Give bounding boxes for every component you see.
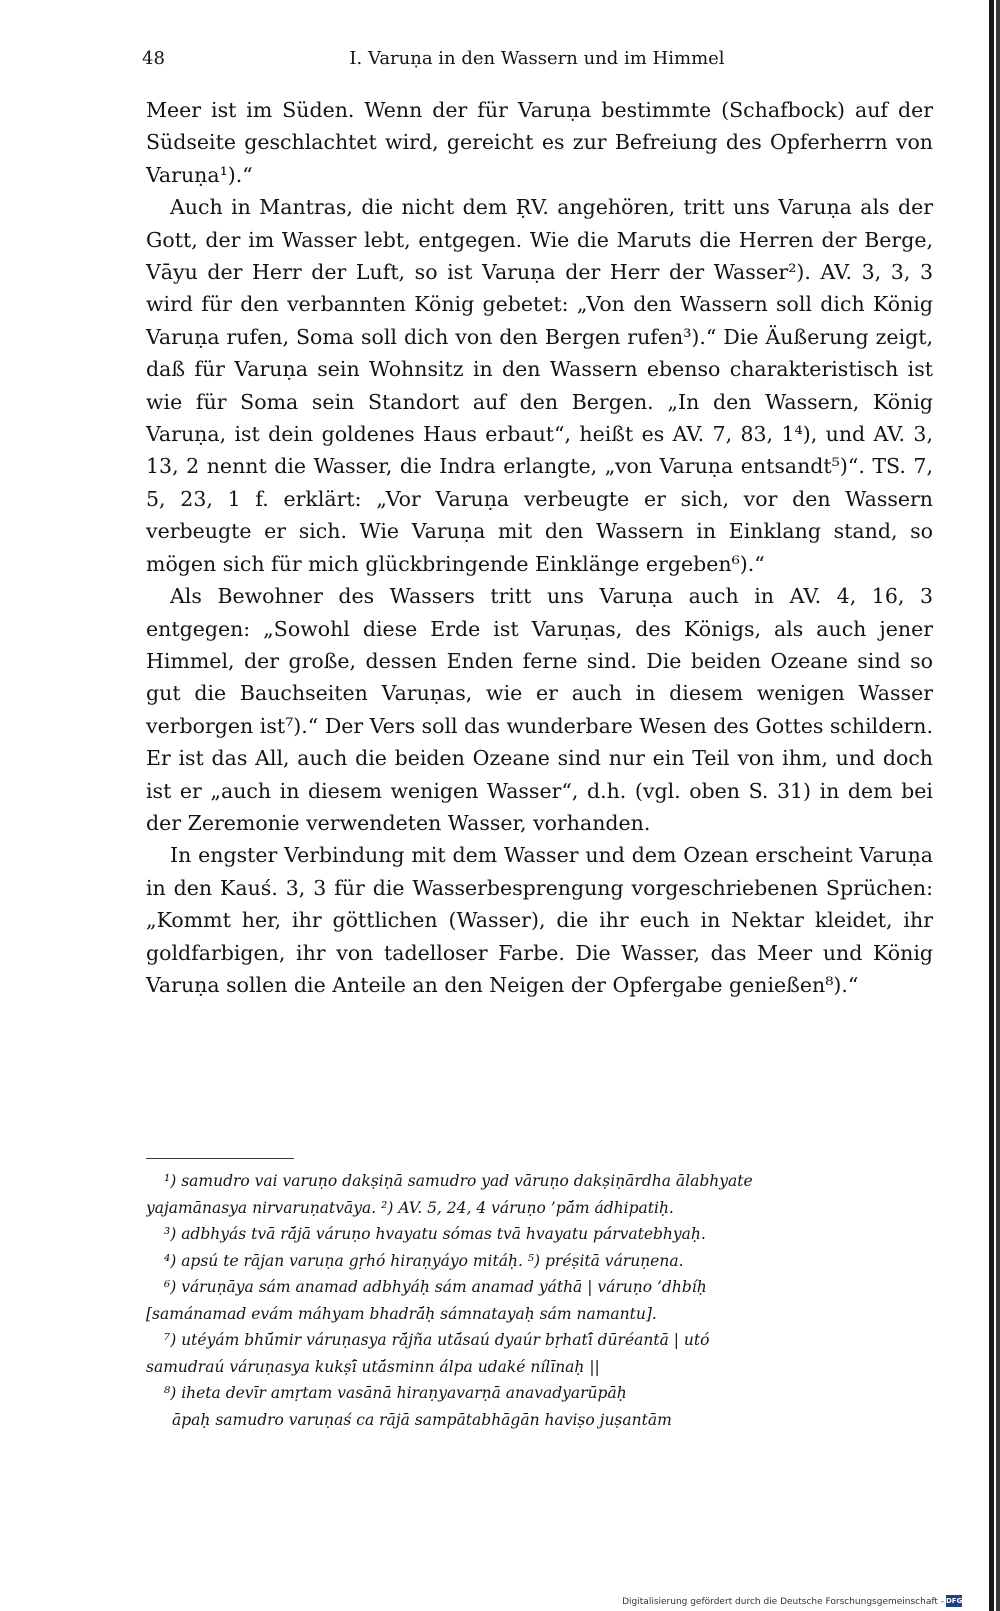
footnote-line: ⁷) utéyám bhū́mir váruṇasya rā́jña utā́saú dyaúr bṛhatī́ dūréantā | utó [164,1331,710,1349]
footnote-line: āpaḥ samudro varuṇaś ca rājā sampātabhāgān haviṣo juṣantām [172,1410,672,1429]
digitization-credit: Digitalisierung gefördert durch die Deutsche Forschungsgemeinschaft - [622,1597,944,1607]
paragraph: Als Bewohner des Wassers tritt uns Varuṇa auch in AV. 4, 16, 3 entgegen: „Sowohl diese Erde ist Varuṇas, des Königs, als auch jener Himmel, der große, dessen Enden ferne sind. Die beiden Ozeane sind so gut die Bauchseiten Varuṇas, wie er auch in diesem wenigen Wasser verborgen ist⁷).“ Der Vers soll das wunderbare Wesen des Gottes schildern. Er ist das All, auch die beiden Ozeane sind nur ein Teil von ihm, und doch ist er „auch in diesem wenigen Wasser“, d.h. (vgl. oben S. 31) in dem bei der Zeremonie verwendeten Wasser, vorhanden. [146,584,933,835]
footnotes [146,1168,933,1433]
running-header [142,48,932,74]
footnote-line: ⁶) váruṇāya sám anamad adbhyáḥ sám anamad yáthā | váruṇo ’dhbíḥ [164,1278,707,1296]
paragraph: Meer ist im Süden. Wenn der für Varuṇa bestimmte (Schafbock) auf der Südseite geschlachtet wird, gereicht es zur Befreiung des Opferherrn von Varuṇa¹).“ [146,98,933,187]
body-text [146,94,933,1001]
footnote-line: ¹) samudro vai varuṇo dakṣiṇā samudro yad vāruṇo dakṣiṇārdha ālabhyate [164,1172,753,1190]
footnote-separator [146,1158,294,1159]
footnote-line: yajamānasya nirvaruṇatvāya. ²) AV. 5, 24, 4 váruṇo ’pā́m ádhipatiḥ. [146,1198,674,1217]
footnote-line: [samánamad evám máhyam bhadrā́ḥ sámnatayaḥ sám namantu]. [146,1304,657,1323]
paragraph: In engster Verbindung mit dem Wasser und dem Ozean erscheint Varuṇa in den Kauś. 3, 3 für die Wasserbesprengung vorgeschriebenen Sprüchen: „Kommt her, ihr göttlichen (Wasser), die ihr euch in Nektar kleidet, ihr goldfarbigen, ihr von tadelloser Farbe. Die Wasser, das Meer und König Varuṇa sollen die Anteile an den Neigen der Opfergabe genießen⁸).“ [146,843,933,997]
dfg-logo: DFG [946,1597,963,1605]
footnote-line: samudraú váruṇasya kukṣī́ utā́sminn álpa udaké nílīnaḥ || [146,1357,600,1376]
page-number: 48 [142,48,165,69]
paragraph: Auch in Mantras, die nicht dem ṚV. angehören, tritt uns Varuṇa als der Gott, der im Wasser lebt, entgegen. Wie die Maruts die Herren der Berge, Vāyu der Herr der Luft, so ist Varuṇa der Herr der Wasser²). AV. 3, 3, 3 wird für den verbannten König gebetet: „Von den Wassern soll dich König Varuṇa rufen, Soma soll dich von den Bergen rufen³).“ Die Äußerung zeigt, daß für Varuṇa sein Wohnsitz in den Wassern ebenso charakteristisch ist wie für Soma sein Standort auf den Bergen. „In den Wassern, König Varuṇa, ist dein goldenes Haus erbaut“, heißt es AV. 7, 83, 1⁴), und AV. 3, 13, 2 nennt die Wasser, die Indra erlangte, „von Varuṇa entsandt⁵)“. TS. 7, 5, 23, 1 f. erklärt: „Vor Varuṇa verbeugte er sich, vor den Wassern verbeugte er sich. Wie Varuṇa mit den Wassern in Einklang stand, so mögen sich für mich glückbringende Einklänge ergeben⁶).“ [146,195,933,576]
footnote-line: ⁴) apsú te rājan varuṇa gṛhó hiraṇyáyo mitáḥ. ⁵) préṣitā váruṇena. [164,1251,684,1270]
running-title: I. Varuṇa in den Wassern und im Himmel [349,48,725,69]
footnote-line: ³) adbhyás tvā rā́jā váruṇo hvayatu sómas tvā hvayatu párvatebhyaḥ. [164,1225,706,1243]
footnote-line: ⁸) iheta devīr amṛtam vasānā hiraṇyavarṇā anavadyarūpāḥ [164,1384,627,1402]
